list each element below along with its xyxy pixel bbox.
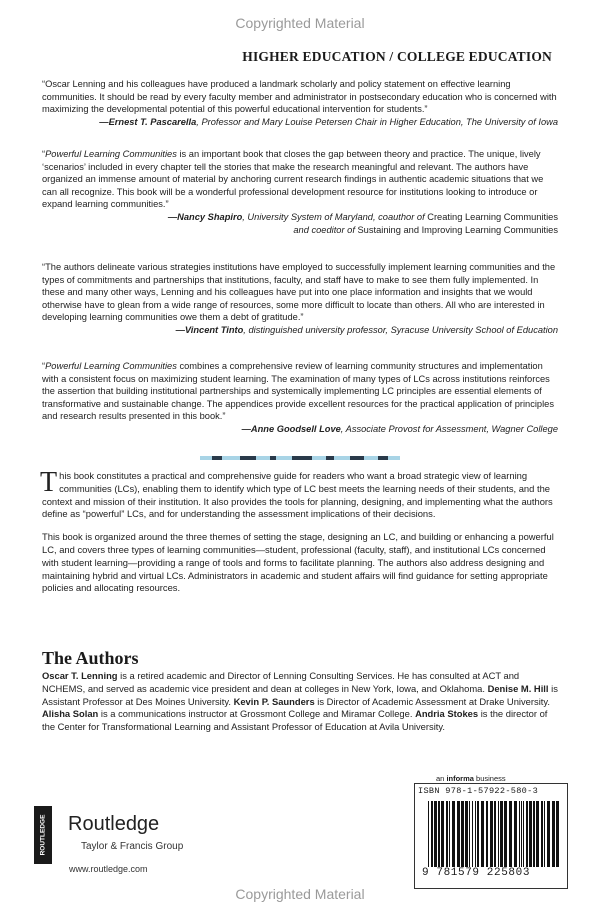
category-heading: HIGHER EDUCATION / COLLEGE EDUCATION	[242, 49, 552, 64]
barcode-bar	[481, 801, 484, 867]
logo-wordmark: ROUTLEDGE	[39, 814, 47, 856]
quote-attribution	[42, 116, 558, 129]
barcode-bar	[494, 801, 496, 867]
endorser-role: , Associate Provost for Assessment, Wagner College	[340, 423, 558, 434]
endorsement-quote-1	[42, 78, 558, 128]
barcode-bar	[431, 801, 433, 867]
barcode-bar	[519, 801, 520, 867]
publisher-name: Routledge	[68, 813, 160, 835]
description-paragraph-1: This book constitutes a practical and comprehensive guide for readers who want a broad strategic view of learning communities (LCs), enabling them to identify which type of LC best meets the learning needs of their students, and the context and mission of their institution. It also provides the tools for planning, designing, and implementing what the authors define as “powerful” LCs, and for understanding the assessment implications of their decisions.	[40, 467, 553, 520]
barcode-bar	[465, 801, 468, 867]
endorser-name: —Nancy Shapiro	[167, 211, 243, 222]
barcode-bar	[469, 801, 470, 867]
barcode-bar	[472, 801, 473, 867]
quote-text: “Powerful Learning Communities is an important book that closes the gap between theory and practice. The unique, lively ‘scenarios’ included in every chapter tell the stories that make the research meaningful and relevant. The authors have organized an immense amount of material by anchoring current research findings in authentic academic situations that we can all recognize. This book will be a wonderful professional development resource for institutions looking to introduce or expand learning communities.”	[42, 149, 544, 210]
barcode-bar	[556, 801, 559, 867]
authors-heading: The Authors	[42, 648, 139, 668]
quote-attribution	[42, 423, 558, 436]
quote-attribution: —Nancy Shapiro, University System of Maryland, coauthor of Creating Learning Communities and coeditor of Sustaining and Improving Learning Communities	[167, 211, 558, 235]
endorser-name: —Ernest T. Pascarella	[99, 116, 197, 127]
decorative-divider	[200, 456, 400, 460]
endorsement-quote-4	[42, 360, 558, 436]
book-description	[40, 467, 558, 595]
barcode-bar	[500, 801, 503, 867]
authors-bio: Oscar T. Lenning is a retired academic and Director of Lenning Consulting Services. He has consulted at ACT and NCHEMS, and served as academic vice president and dean at colleges in New York, Iowa, and Oklahoma. Denise M. Hill is Assistant Professor at Des Moines University. Kevin P. Saunders is Director of Academic Assessment at Drake University. Alisha Solan is a communications instructor at Grossmont College and Miramar College. Andria Stokes is the director of the Center for Transformational Learning and Assistant Professor of Education at Avila University.	[42, 670, 558, 733]
barcode-bar	[449, 801, 450, 867]
quote-text: “Oscar Lenning and his colleagues have produced a landmark scholarly and policy statement on effective learning communities. It should be read by every faculty member and administrator in postsecondary education who is concerned with maximizing the developmental potential of this powerful educational intervention for students.”	[42, 79, 557, 115]
quote-text: “The authors delineate various strategies institutions have employed to successfully implement learning communities and the types of commitments and partnerships that institutions, faculty, and staff have to make to see them fully implemented. In these and many other ways, Lenning and his colleagues have put into one place information and insights that we would otherwise have to glean from a wide range of resources, some more difficult to locate than others. All who are interested in developing learning communities owe them a debt of gratitude.”	[42, 262, 556, 323]
barcode-bar	[446, 801, 448, 867]
barcode-bar	[452, 801, 455, 867]
endorser-role: , Professor and Mary Louise Petersen Chair in Higher Education, The University of Iowa	[196, 116, 558, 127]
description-paragraph-2: This book is organized around the three themes of setting the stage, designing an LC, and building or enhancing a powerful LC, and covers three types of learning communities—student, professional (faculty, staff), and institutional LCs concerned with student learning—providing a range of tools and forms to facilitate planning. The authors also address designing and maintaining hybrid and virtual LCs. Administrators in academic and student affairs will find guidance for setting appropriate policies and allocating resources.	[42, 531, 554, 594]
book-title: Powerful Learning Communities	[45, 361, 177, 371]
publisher-url: www.routledge.com	[69, 864, 148, 874]
barcode-number: 9 781579 225803	[422, 867, 531, 879]
informa-tagline: an informa business	[436, 774, 506, 783]
barcode-bar	[438, 801, 440, 867]
barcode-graphic	[426, 801, 560, 867]
quote-attribution	[42, 324, 558, 337]
barcode-bar	[457, 801, 460, 867]
endorser-role: , distinguished university professor, Syracuse University School of Education	[243, 324, 558, 335]
quote-text: “Powerful Learning Communities combines a comprehensive review of learning community structures and implementation with a consistent focus on maximizing student learning. The examination of many types of LCs across institutions reinforces the assertion that building institutional partnerships and systemically implementing LC principles are essential elements of transformative and sustainable change. The appendices provide excellent resources for the practical application of principles and research results presented in this book.”	[42, 361, 554, 422]
barcode-bar	[541, 801, 543, 867]
barcode-bar	[486, 801, 488, 867]
barcode-bar	[547, 801, 550, 867]
barcode-bar	[490, 801, 493, 867]
barcode-bar	[434, 801, 437, 867]
barcode-bar	[552, 801, 555, 867]
barcode-bar	[509, 801, 512, 867]
barcode-bar	[428, 801, 429, 867]
publisher-group: Taylor & Francis Group	[81, 841, 184, 852]
barcode-bar	[475, 801, 476, 867]
endorsement-quote-3	[42, 261, 558, 337]
routledge-logo-icon	[34, 806, 52, 864]
endorser-name: —Vincent Tinto	[175, 324, 244, 335]
barcode-bar	[514, 801, 517, 867]
barcode-bar	[441, 801, 444, 867]
barcode-bar	[477, 801, 479, 867]
barcode-bar	[526, 801, 528, 867]
book-title: Powerful Learning Communities	[45, 149, 177, 159]
barcode-bar	[461, 801, 464, 867]
barcode-bar	[504, 801, 507, 867]
barcode-bar	[498, 801, 499, 867]
barcode-bar	[544, 801, 545, 867]
watermark-bottom: Copyrighted Material	[235, 886, 365, 902]
endorser-name: —Anne Goodsell Love	[241, 423, 341, 434]
watermark-top: Copyrighted Material	[235, 15, 365, 31]
barcode-bar	[536, 801, 539, 867]
barcode-bar	[523, 801, 524, 867]
isbn-label: ISBN 978-1-57922-580-3	[418, 786, 539, 796]
barcode-bar	[521, 801, 522, 867]
barcode-bar	[529, 801, 532, 867]
endorsement-quote-2	[42, 148, 558, 236]
drop-cap: T	[40, 467, 58, 498]
barcode-bar	[533, 801, 535, 867]
